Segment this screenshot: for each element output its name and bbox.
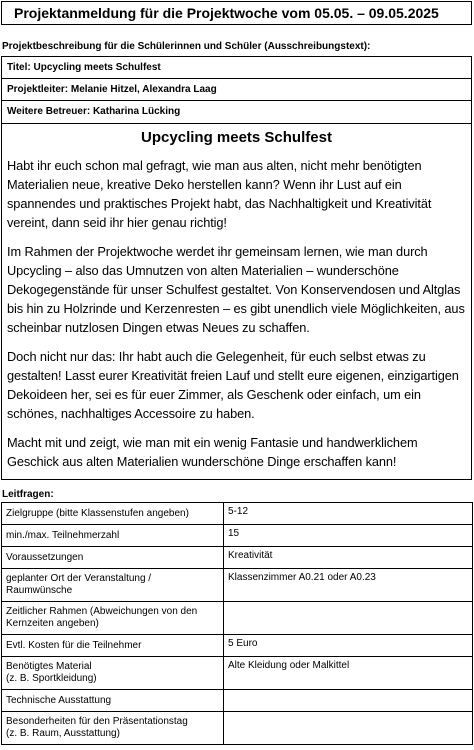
project-leader-field: Projektleiter: Melanie Hitzel, Alexandra Laag — [2, 79, 471, 101]
guiding-questions-label: Leitfragen: — [2, 489, 54, 500]
table-row — [2, 635, 473, 657]
question-cell: min./max. Teilnehmerzahl — [2, 525, 224, 547]
table-row — [2, 569, 473, 602]
question-cell: Benötigtes Material (z. B. Sportkleidung) — [2, 657, 224, 690]
question-cell: Zielgruppe (bitte Klassenstufen angeben) — [2, 503, 224, 525]
page-title: Projektanmeldung für die Projektwoche vom 05.05. – 09.05.2025 — [1, 1, 472, 25]
section-label: Projektbeschreibung für die Schülerinnen und Schüler (Ausschreibungstext): — [2, 41, 371, 52]
answer-cell[interactable]: 15 — [224, 525, 473, 547]
guiding-questions-table — [1, 502, 473, 745]
answer-cell[interactable] — [224, 602, 473, 635]
description-paragraph: Doch nicht nur das: Ihr habt auch die Gelegenheit, für euch selbst etwas zu gestalten! Lasst eurer Kreativität freien Lauf und stellt eure eigenen, einzigartigen Dekoideen her, sei es für euer Zimmer, als Geschenk oder einfach, um ein schönes, nachhaltiges Accessoire zu haben. — [7, 349, 459, 421]
question-cell: Technische Ausstattung — [2, 690, 224, 712]
table-row — [2, 547, 473, 569]
question-cell: geplanter Ort der Veranstaltung / Raumwünsche — [2, 569, 224, 602]
description-paragraph: Macht mit und zeigt, wie man mit ein wenig Fantasie und handwerklichem Geschick aus alten Materialien wunderschöne Dinge erschaffen kann! — [7, 435, 418, 469]
question-cell: Voraussetzungen — [2, 547, 224, 569]
project-supervisor-field: Weitere Betreuer: Katharina Lücking — [7, 106, 181, 117]
description-box — [1, 124, 472, 480]
question-cell: Evtl. Kosten für die Teilnehmer — [2, 635, 224, 657]
table-row — [2, 712, 473, 745]
question-cell: Zeitlicher Rahmen (Abweichungen von den Kernzeiten angeben) — [2, 602, 224, 635]
answer-cell[interactable] — [224, 712, 473, 745]
answer-cell[interactable]: Kreativität — [224, 547, 473, 569]
answer-cell[interactable]: 5 Euro — [224, 635, 473, 657]
table-row — [2, 602, 473, 635]
project-title-field: Titel: Upcycling meets Schulfest — [2, 57, 471, 79]
answer-cell[interactable]: Klassenzimmer A0.21 oder A0.23 — [224, 569, 473, 602]
description-heading: Upcycling meets Schulfest — [141, 129, 332, 146]
description-paragraph: Habt ihr euch schon mal gefragt, wie man aus alten, nicht mehr benötigten Materialien neue, kreative Deko herstellen kann? Wenn ihr Lust auf ein spannendes und praktisches Projekt habt, das Nachhaltigkeit und Kreativität vereint, dann seid ihr hier genau richtig! — [7, 158, 432, 230]
table-row — [2, 503, 473, 525]
description-paragraph: Im Rahmen der Projektwoche werdet ihr gemeinsam lernen, wie man durch Upcycling – also das Umnutzen von alten Materialien – wunderschöne Dekogegenstände für unser Schulfest gestaltet. Von Konservendosen und Altglas bis hin zu Holzrinde und Kerzenresten – es gibt unendlich viele Möglichkeiten, aus scheinbar nutzlosen Dingen etwas Neues zu schaffen. — [7, 244, 465, 335]
question-cell: Besonderheiten für den Präsentationstag (z. B. Raum, Ausstattung) — [2, 712, 224, 745]
table-row — [2, 657, 473, 690]
answer-cell[interactable]: Alte Kleidung oder Malkittel — [224, 657, 473, 690]
project-info-box — [1, 56, 472, 124]
table-row — [2, 525, 473, 547]
answer-cell[interactable]: 5-12 — [224, 503, 473, 525]
table-row — [2, 690, 473, 712]
answer-cell[interactable] — [224, 690, 473, 712]
